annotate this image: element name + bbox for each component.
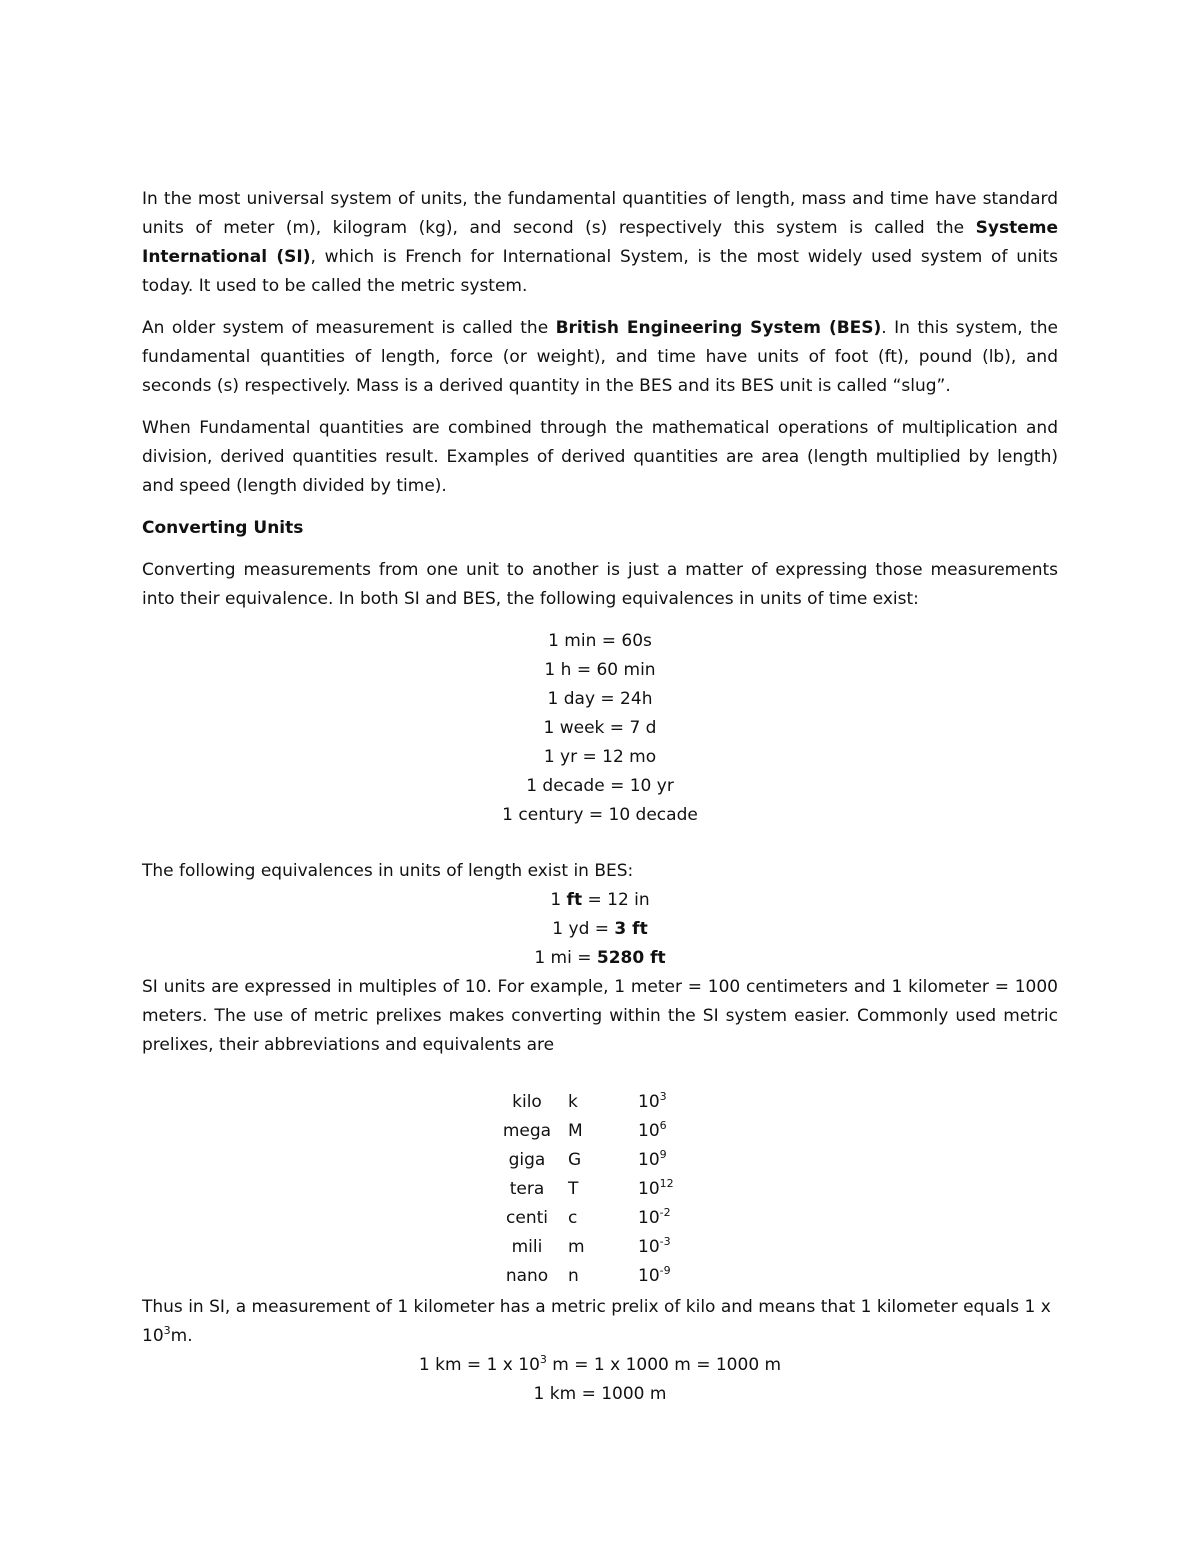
- power-exponent: 6: [659, 1119, 667, 1132]
- equation-bold: 3 ft: [614, 919, 648, 939]
- paragraph-text: An older system of measurement is called the: [142, 318, 556, 338]
- prefix-symbol: c: [568, 1208, 578, 1228]
- prefix-symbol: k: [568, 1092, 578, 1112]
- power-exponent: 3: [659, 1090, 667, 1103]
- power-base: 10: [638, 1266, 660, 1286]
- prefix-name: mili: [511, 1237, 543, 1257]
- paragraph-text: Thus in SI, a measurement of 1 kilometer has a metric prelix of kilo and means that 1 kilometer equals 1 x 10: [142, 1297, 1051, 1346]
- power-exponent: -9: [659, 1264, 671, 1277]
- equation-text: 1 mi =: [534, 948, 597, 968]
- power-exponent: -3: [659, 1235, 671, 1248]
- length-equivalences: [142, 886, 1058, 973]
- paragraph-text: , which is French for International System, is the most widely used system of units today. It used to be called the metric system.: [142, 247, 1058, 296]
- power-base: 10: [638, 1121, 660, 1141]
- paragraph-text: m.: [170, 1326, 193, 1346]
- power-exponent: 3: [163, 1324, 171, 1337]
- prefix-name: nano: [505, 1266, 549, 1286]
- prefix-symbol: n: [568, 1266, 579, 1286]
- equation-bold: ft: [566, 890, 583, 910]
- table-row: [492, 1088, 708, 1117]
- table-row: [492, 1262, 708, 1291]
- equation-line: 1 yr = 12 mo: [543, 747, 657, 767]
- power-base: 10: [638, 1179, 660, 1199]
- prefix-power: [638, 1233, 708, 1262]
- power-base: 10: [638, 1208, 660, 1228]
- section-heading: Converting Units: [142, 518, 304, 538]
- paragraph-derived-quantities: When Fundamental quantities are combined through the mathematical operations of multiplication and division, derived quantities result. Examples of derived quantities are area (length multiplied by length) and speed (length divided by time).: [142, 418, 1058, 496]
- paragraph-length-intro: The following equivalences in units of length exist in BES:: [142, 861, 634, 881]
- table-row: [492, 1233, 708, 1262]
- table-row: [492, 1117, 708, 1146]
- bold-term-si: Systeme International (SI): [142, 218, 1058, 267]
- paragraph-converting: Converting measurements from one unit to another is just a matter of expressing those measurements into their equivalence. In both SI and BES, the following equivalences in units of time exist:: [142, 560, 1058, 609]
- prefix-symbol: T: [568, 1179, 579, 1199]
- power-exponent: -2: [659, 1206, 671, 1219]
- paragraph-si-multiples: SI units are expressed in multiples of 10. For example, 1 meter = 100 centimeters and 1 kilometer = 1000 meters. The use of metric prelixes makes converting within the SI system easier. Commonly used metric prelixes, their abbreviations and equivalents are: [142, 977, 1058, 1055]
- prefix-symbol: G: [568, 1150, 582, 1170]
- power-exponent: 3: [539, 1353, 547, 1366]
- power-base: 10: [638, 1150, 660, 1170]
- prefix-power: [638, 1146, 708, 1175]
- power-exponent: 12: [659, 1177, 674, 1190]
- paragraph-bes-intro: [142, 314, 1058, 401]
- equation-km-result: 1 km = 1000 m: [533, 1384, 667, 1404]
- table-row: [492, 1204, 708, 1233]
- prefix-name: tera: [509, 1179, 545, 1199]
- page-content: [142, 185, 1058, 1409]
- equation-text: 1 yd =: [552, 919, 615, 939]
- equation-line: 1 decade = 10 yr: [526, 776, 674, 796]
- equation-text: m = 1 x 1000 m = 1000 m: [546, 1355, 782, 1375]
- power-base: 10: [638, 1092, 660, 1112]
- prefix-name: kilo: [512, 1092, 542, 1112]
- power-exponent: 9: [659, 1148, 667, 1161]
- prefix-power: [638, 1175, 708, 1204]
- equation-line: 1 min = 60s: [548, 631, 652, 651]
- equation-line: [142, 944, 1058, 973]
- power-base: 10: [638, 1237, 660, 1257]
- paragraph-text: . In this system, the fundamental quantities of length, force (or weight), and time have units of foot (ft), pound (lb), and seconds (s) respectively. Mass is a derived quantity in the BES and its BES unit is called “slug”.: [142, 318, 1058, 396]
- paragraph-si-intro: [142, 185, 1058, 301]
- prefix-power: [638, 1117, 708, 1146]
- table-row: [492, 1175, 708, 1204]
- prefix-name: giga: [508, 1150, 546, 1170]
- equation-line: 1 day = 24h: [547, 689, 653, 709]
- equation-line: [142, 915, 1058, 944]
- equation-line: 1 h = 60 min: [544, 660, 656, 680]
- prefix-symbol: M: [568, 1121, 583, 1141]
- bold-term-bes: British Engineering System (BES): [555, 318, 882, 338]
- prefix-power: [638, 1204, 708, 1233]
- prefix-name: centi: [506, 1208, 548, 1228]
- equation-text: 1: [550, 890, 567, 910]
- prefix-symbol: m: [568, 1237, 585, 1257]
- equation-bold: 5280 ft: [596, 948, 666, 968]
- prefix-table: [492, 1088, 708, 1291]
- prefix-name: mega: [502, 1121, 552, 1141]
- prefix-power: [638, 1262, 708, 1291]
- equation-text: 1 km = 1 x 10: [418, 1355, 540, 1375]
- paragraph-text: In the most universal system of units, the fundamental quantities of length, mass and time have standard units of meter (m), kilogram (kg), and second (s) respectively this system is called the: [142, 189, 1058, 238]
- equation-line: 1 century = 10 decade: [502, 805, 698, 825]
- table-row: [492, 1146, 708, 1175]
- paragraph-kilometer: [142, 1293, 1058, 1351]
- equation-km-expanded: [142, 1351, 1058, 1380]
- equation-line: 1 week = 7 d: [543, 718, 657, 738]
- equation-text: = 12 in: [582, 890, 650, 910]
- prefix-power: [638, 1088, 708, 1117]
- time-equivalences: [142, 627, 1058, 830]
- equation-line: [142, 886, 1058, 915]
